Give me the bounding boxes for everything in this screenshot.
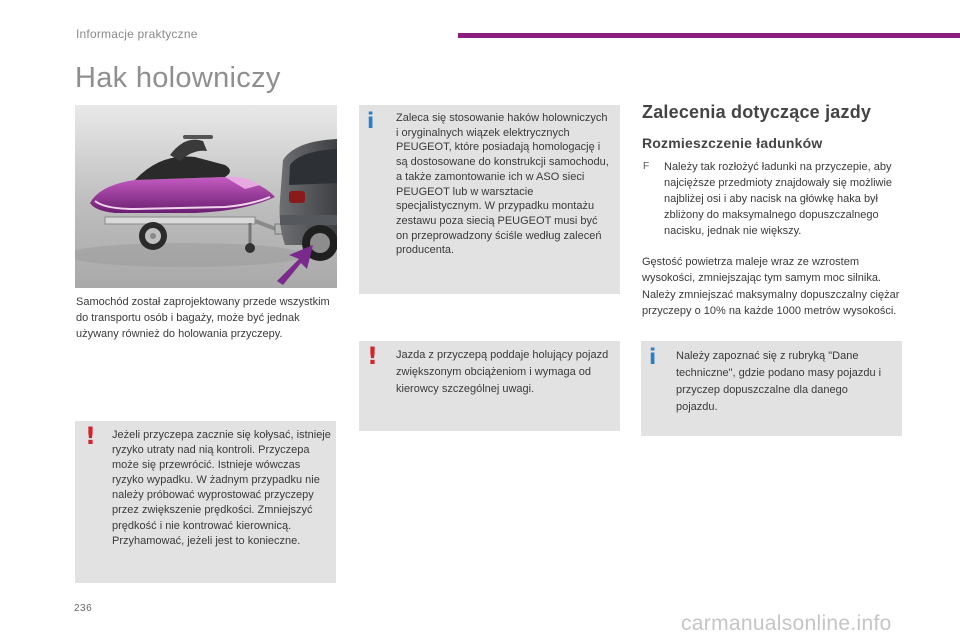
bullet-text: Należy tak rozłożyć ładunki na przyczepie, aby najcięższe przedmioty znajdowały się możliwie najbliżej osi i aby nacisk na główkę haka był zbliżony do maksymalnego dopuszczalnego nacisku, jednak nie większy. <box>664 161 893 237</box>
watermark: carmanualsonline.info <box>681 612 892 635</box>
warning-icon: ! <box>367 342 378 370</box>
page-number: 236 <box>74 603 93 614</box>
bullet-marker-icon: F <box>643 161 650 172</box>
altitude-paragraph: Gęstość powietrza maleje wraz ze wzrostem wysokości, zmniejszając tym samym moc silnika. Należy zmniejszać maksymalny dopuszczalny ciężar przyczepy o 10% na każde 1000 metrów wysokości. <box>642 256 900 318</box>
page-title: Hak holowniczy <box>75 62 281 94</box>
info-box-specs-text: Należy zapoznać się z rubryką "Dane techniczne", gdzie podano masy pojazdu i przyczep dopuszczalne dla danego pojazdu. <box>676 350 882 413</box>
info-box-specs <box>641 341 902 436</box>
intro-paragraph: Samochód został zaprojektowany przede wszystkim do transportu osób i bagaży, może być jednak używany również do holowania przyczepy. <box>76 296 330 340</box>
subsection-title: Rozmieszczenie ładunków <box>642 135 823 151</box>
warning-box-driving-text: Jazda z przyczepą poddaje holujący pojazd zwiększonym obciążeniom i wymaga od kierowcy szczególnej uwagi. <box>396 349 609 395</box>
warning-box-sway <box>75 421 336 583</box>
info-icon: i <box>649 345 657 369</box>
section-title: Zalecenia dotyczące jazdy <box>642 102 872 122</box>
section-header-label: Informacje praktyczne <box>76 27 198 41</box>
info-box-towbar-text: Zaleca się stosowanie haków holowniczych i oryginalnych wiązek elektrycznych PEUGEOT, które posiadają homologację i są dostosowane do konstrukcji samochodu, a także zamontowanie ich w ASO sieci PEUGEOT lub w warsztacie specjalistycznym. W przypadku montażu zestawu poza siecią PEUGEOT musi być on przeprowadzony ściśle według zaleceń producenta. <box>396 112 609 257</box>
warning-box-sway-text: Jeżeli przyczepa zacznie się kołysać, istnieje ryzyko utraty nad nią kontroli. Przyczepa może się przewrócić. Istnieje wówczas ryzyko wypadku. W żadnym przypadku nie należy próbować wyprostować przyczepy przez zwiększenie prędkości. Zmniejszyć prędkość i nie kontrować kierownicą. Przyhamować, jeżeli jest to konieczne. <box>112 429 331 547</box>
info-icon: i <box>367 109 375 133</box>
info-box-towbar <box>359 105 620 294</box>
warning-icon: ! <box>85 422 96 450</box>
header-accent-bar <box>458 33 960 38</box>
warning-box-driving <box>359 341 620 431</box>
towing-illustration <box>75 105 337 288</box>
